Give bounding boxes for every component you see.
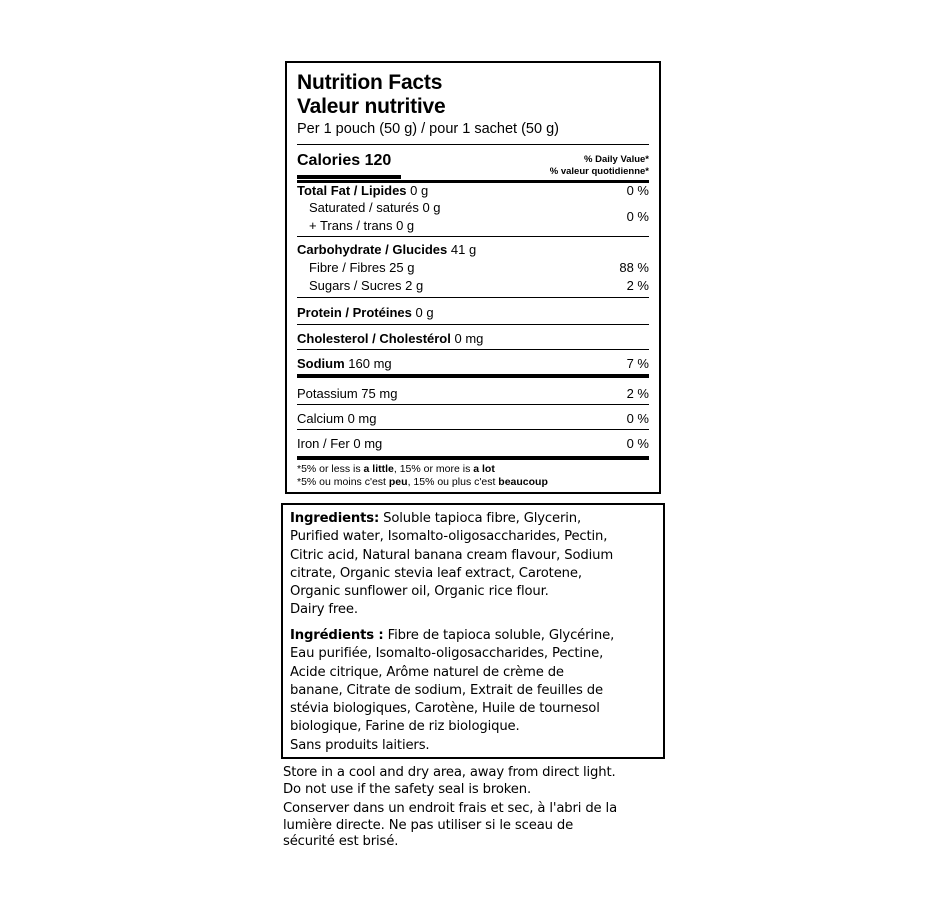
daily-value-header bbox=[550, 154, 649, 178]
footnote-en: *5% or less is a little, 15% or more is a lot bbox=[297, 463, 495, 475]
ingredients-box bbox=[281, 503, 665, 759]
total-fat-dv: 0 % bbox=[626, 183, 649, 198]
ingredients-en-heading: Ingredients: bbox=[290, 511, 380, 526]
protein-label: Protein / Protéines bbox=[297, 305, 412, 320]
divider bbox=[297, 144, 649, 145]
title-fr: Valeur nutritive bbox=[297, 95, 446, 118]
cholesterol-label: Cholesterol / Cholestérol bbox=[297, 331, 451, 346]
dv-en: % Daily Value* bbox=[584, 154, 649, 165]
sodium-amount: 160 mg bbox=[344, 356, 392, 371]
total-fat-amount: 0 g bbox=[406, 183, 429, 198]
fibre-label: Fibre / Fibres 25 g bbox=[309, 260, 415, 275]
footnote bbox=[297, 463, 548, 489]
calories: Calories 120 bbox=[297, 152, 392, 169]
serving-size: Per 1 pouch (50 g) / pour 1 sachet (50 g) bbox=[297, 121, 559, 137]
total-fat-label: Total Fat / Lipides bbox=[297, 183, 407, 198]
sodium-dv: 7 % bbox=[626, 356, 649, 371]
title-en: Nutrition Facts bbox=[297, 71, 443, 94]
sodium-label: Sodium bbox=[297, 356, 345, 371]
thick-divider bbox=[297, 456, 649, 460]
saturated-label: Saturated / saturés 0 g bbox=[309, 200, 441, 215]
divider bbox=[297, 236, 649, 237]
storage-fr: Conserver dans un endroit frais et sec, à l'abri de la lumière directe. Ne pas utiliser si le sceau de sécurité est brisé. bbox=[283, 801, 618, 849]
divider bbox=[297, 404, 649, 405]
carbohydrate-label: Carbohydrate / Glucides bbox=[297, 242, 448, 257]
ingredients-fr-heading: Ingrédients : bbox=[290, 628, 384, 643]
footnote-fr: *5% ou moins c'est peu, 15% ou plus c'est beaucoup bbox=[297, 476, 548, 488]
potassium-label: Potassium 75 mg bbox=[297, 386, 398, 401]
divider bbox=[297, 349, 649, 350]
divider bbox=[297, 429, 649, 430]
ingredients-en: Ingredients: Soluble tapioca fibre, Glycerin, Purified water, Isomalto-oligosaccharides, Pectin, Citric acid, Natural banana cream flavour, Sodium citrate, Organic stevia leaf extract, Carotene, Organic sunflower oil, Organic rice flour. Dairy free. bbox=[290, 511, 614, 618]
thick-divider bbox=[297, 374, 649, 378]
sugars-label: Sugars / Sucres 2 g bbox=[309, 278, 424, 293]
fibre-dv: 88 % bbox=[619, 260, 649, 275]
iron-dv: 0 % bbox=[626, 436, 649, 451]
divider bbox=[297, 297, 649, 298]
calcium-dv: 0 % bbox=[626, 411, 649, 426]
iron-label: Iron / Fer 0 mg bbox=[297, 436, 383, 451]
trans-label: + Trans / trans 0 g bbox=[309, 218, 415, 233]
calories-underline bbox=[297, 175, 401, 179]
sat-trans-dv: 0 % bbox=[626, 209, 649, 224]
cholesterol-amount: 0 mg bbox=[450, 331, 484, 346]
ingredients-fr: Ingrédients : Fibre de tapioca soluble, Glycérine, Eau purifiée, Isomalto-oligosaccharides, Pectine, Acide citrique, Arôme naturel de crème de banane, Citrate de sodium, Extrait de feuilles de stévia biologiques, Carotène, Huile de tournesol biologique, Farine de riz biologique. Sans produits laitiers. bbox=[290, 628, 615, 753]
potassium-dv: 2 % bbox=[626, 386, 649, 401]
sugars-dv: 2 % bbox=[626, 278, 649, 293]
divider bbox=[297, 324, 649, 325]
protein-amount: 0 g bbox=[411, 305, 434, 320]
carbohydrate-amount: 41 g bbox=[447, 242, 477, 257]
calcium-label: Calcium 0 mg bbox=[297, 411, 377, 426]
storage-en: Store in a cool and dry area, away from direct light. Do not use if the safety seal is broken. bbox=[283, 765, 616, 797]
dv-fr: % valeur quotidienne* bbox=[549, 166, 649, 177]
nutrition-facts-table bbox=[285, 61, 661, 494]
